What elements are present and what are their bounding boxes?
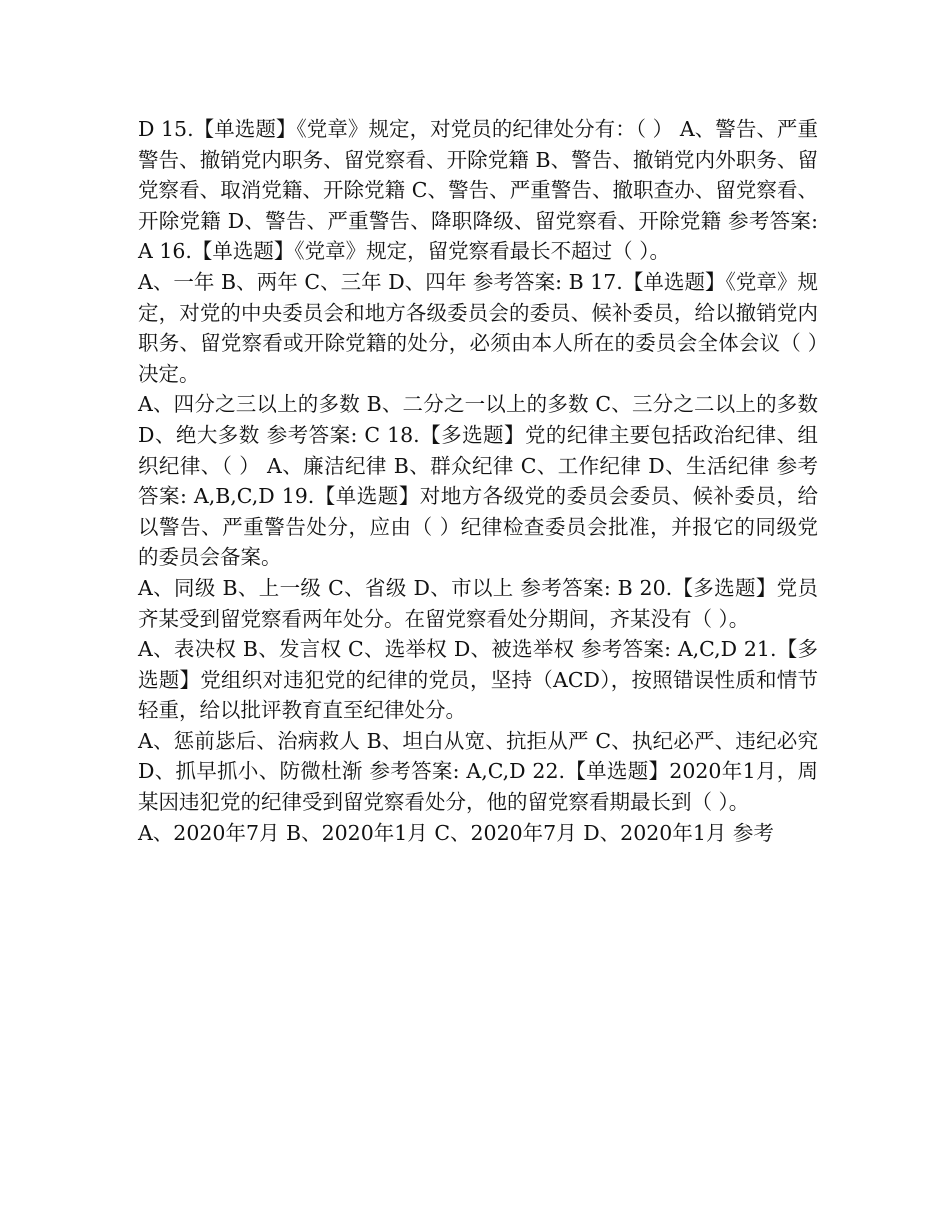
paragraph-7: A、2020年7月 B、2020年1月 C、2020年7月 D、2020年1月 参考: [138, 820, 774, 845]
document-body: [138, 114, 818, 848]
paragraph-4: A、同级 B、上一级 C、省级 D、市以上 参考答案: B 20.【多选题】党员齐某受到留党察看两年处分。在留党察看处分期间，齐某没有（ ）。: [138, 575, 818, 631]
paragraph-3: A、四分之三以上的多数 B、二分之一以上的多数 C、三分之二以上的多数 D、绝大多数 参考答案: C 18.【多选题】党的纪律主要包括政治纪律、组织纪律、（ ） A、廉洁纪律 B、群众纪律 C、工作纪律 D、生活纪律 参考答案: A,B,C,D 19.【单选题】对地方各级党的委员会委员、候补委员，给以警告、严重警告处分，应由（ ）纪律检查委员会批准，并报它的同级党的委员会备案。: [138, 392, 818, 570]
paragraph-5: A、表决权 B、发言权 C、选举权 D、被选举权 参考答案: A,C,D 21.【多选题】党组织对违犯党的纪律的党员，坚持（ACD），按照错误性质和情节轻重，给以批评教育直至纪律处分。: [138, 637, 818, 723]
paragraph-2: A、一年 B、两年 C、三年 D、四年 参考答案: B 17.【单选题】《党章》规定，对党的中央委员会和地方各级委员会的委员、候补委员，给以撤销党内职务、留党察看或开除党籍的处分，必须由本人所在的委员会全体会议（ ）决定。: [138, 269, 818, 386]
paragraph-6: A、惩前毖后、治病救人 B、坦白从宽、抗拒从严 C、执纪必严、违纪必究 D、抓早抓小、防微杜渐 参考答案: A,C,D 22.【单选题】2020年1月，周某因违犯党的纪律受到留党察看处分，他的留党察看期最长到（ ）。: [138, 728, 818, 815]
paragraph-1: D 15.【单选题】《党章》规定，对党员的纪律处分有：（ ） A、警告、严重警告、撤销党内职务、留党察看、开除党籍 B、警告、撤销党内外职务、留党察看、取消党籍、开除党籍 C、警告、严重警告、撤职查办、留党察看、开除党籍 D、警告、严重警告、降职降级、留党察看、开除党籍 参考答案: A 16.【单选题】《党章》规定，留党察看最长不超过（ ）。: [138, 117, 818, 264]
